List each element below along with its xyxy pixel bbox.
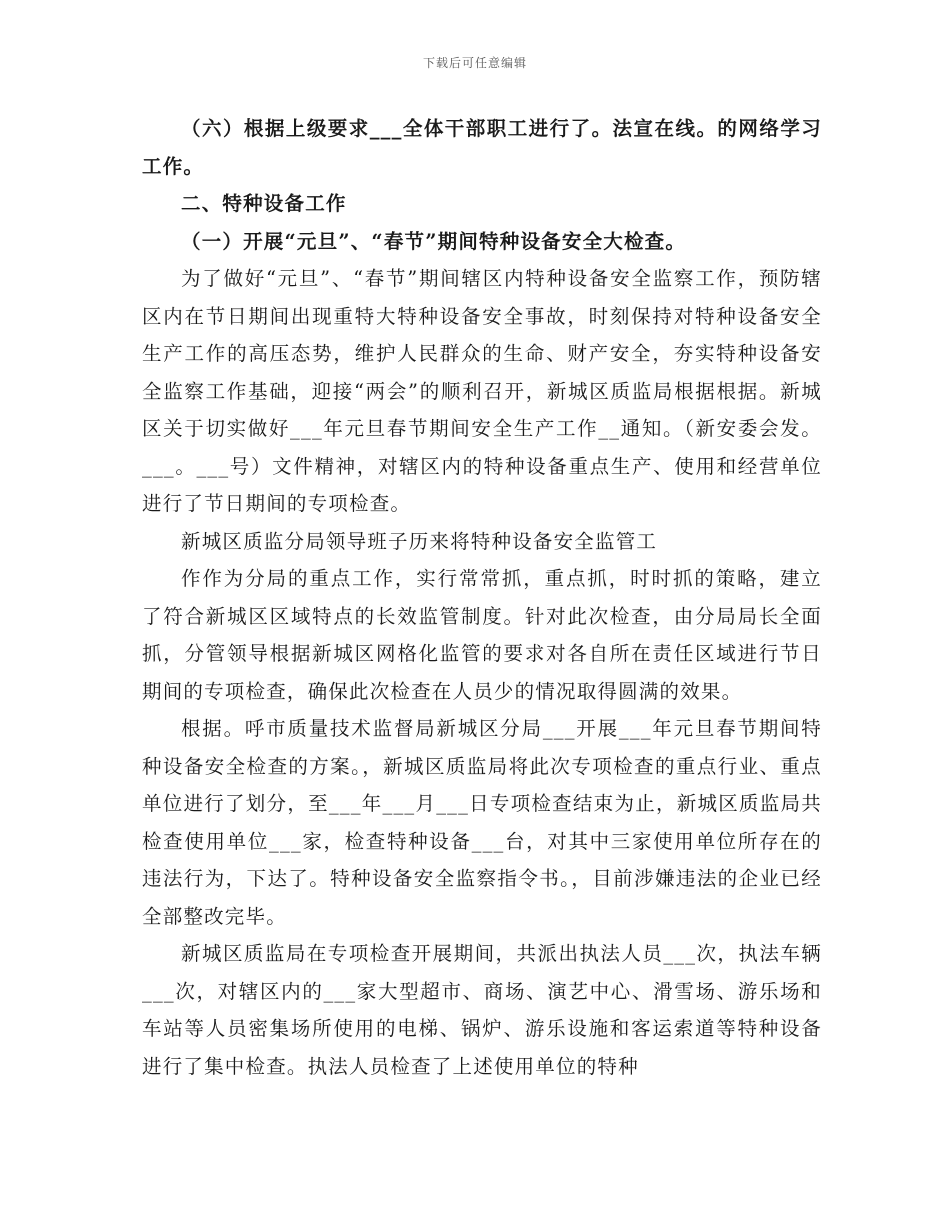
paragraph-leadership-intro: 新城区质监分局领导班子历来将特种设备安全监管工: [181, 529, 658, 553]
page-header: 下载后可任意编辑: [422, 56, 527, 70]
paragraph-inspection-results: 根据。呼市质量技术监督局新城区分局___开展___年元旦春节期间特种设备安全检查的方案。，新城区质监局将此次专项检查的重点行业、重点单位进行了划分，至___年___月___日专项检查结束为止，新城区质监局共检查使用单位___家，检查特种设备___台，对其中三家使用单位所存在的违法行为，下达了。特种设备安全监察指令书。，目前涉嫌违法的企业已经全部整改完毕。: [142, 717, 822, 928]
paragraph-inspection-purpose: 为了做好“元旦”、“春节”期间辖区内特种设备安全监察工作，预防辖区内在节日期间出现重特大特种设备安全事故，时刻保持对特种设备安全生产工作的高压态势，维护人民群众的生命、财产安全，夯实特种设备安全监察工作基础，迎接“两会”的顺利召开，新城区质监局根据根据。新城区关于切实做好___年元旦春节期间安全生产工作__通知。（新安委会发。___。___号）文件精神，对辖区内的特种设备重点生产、使用和经营单位进行了节日期间的专项检查。: [142, 267, 822, 515]
section-heading-special-equipment: 二、特种设备工作: [181, 192, 347, 215]
paragraph-enforcement-details: 新城区质监局在专项检查开展期间，共派出执法人员___次，执法车辆___次，对辖区内的___家大型超市、商场、演艺中心、滑雪场、游乐场和车站等人员密集场所使用的电梯、锅炉、游乐设施和客运索道等特种设备进行了集中检查。执法人员检查了上述使用单位的特种: [142, 942, 822, 1078]
paragraph-leadership-strategy: 作作为分局的重点工作，实行常常抓，重点抓，时时抓的策略，建立了符合新城区区域特点的长效监管制度。针对此次检查，由分局局长全面抓，分管领导根据新城区网格化监管的要求对各自所在责任区域进行节日期间的专项检查，确保此次检查在人员少的情况取得圆满的效果。: [142, 567, 822, 703]
subsection-heading-holiday-inspection: （一）开展“元旦”、“春节”期间特种设备安全大检查。: [181, 229, 687, 253]
document-body: [142, 110, 822, 1085]
paragraph-study-work: （六）根据上级要求___全体干部职工进行了。法宣在线。的网络学习工作。: [142, 117, 822, 178]
